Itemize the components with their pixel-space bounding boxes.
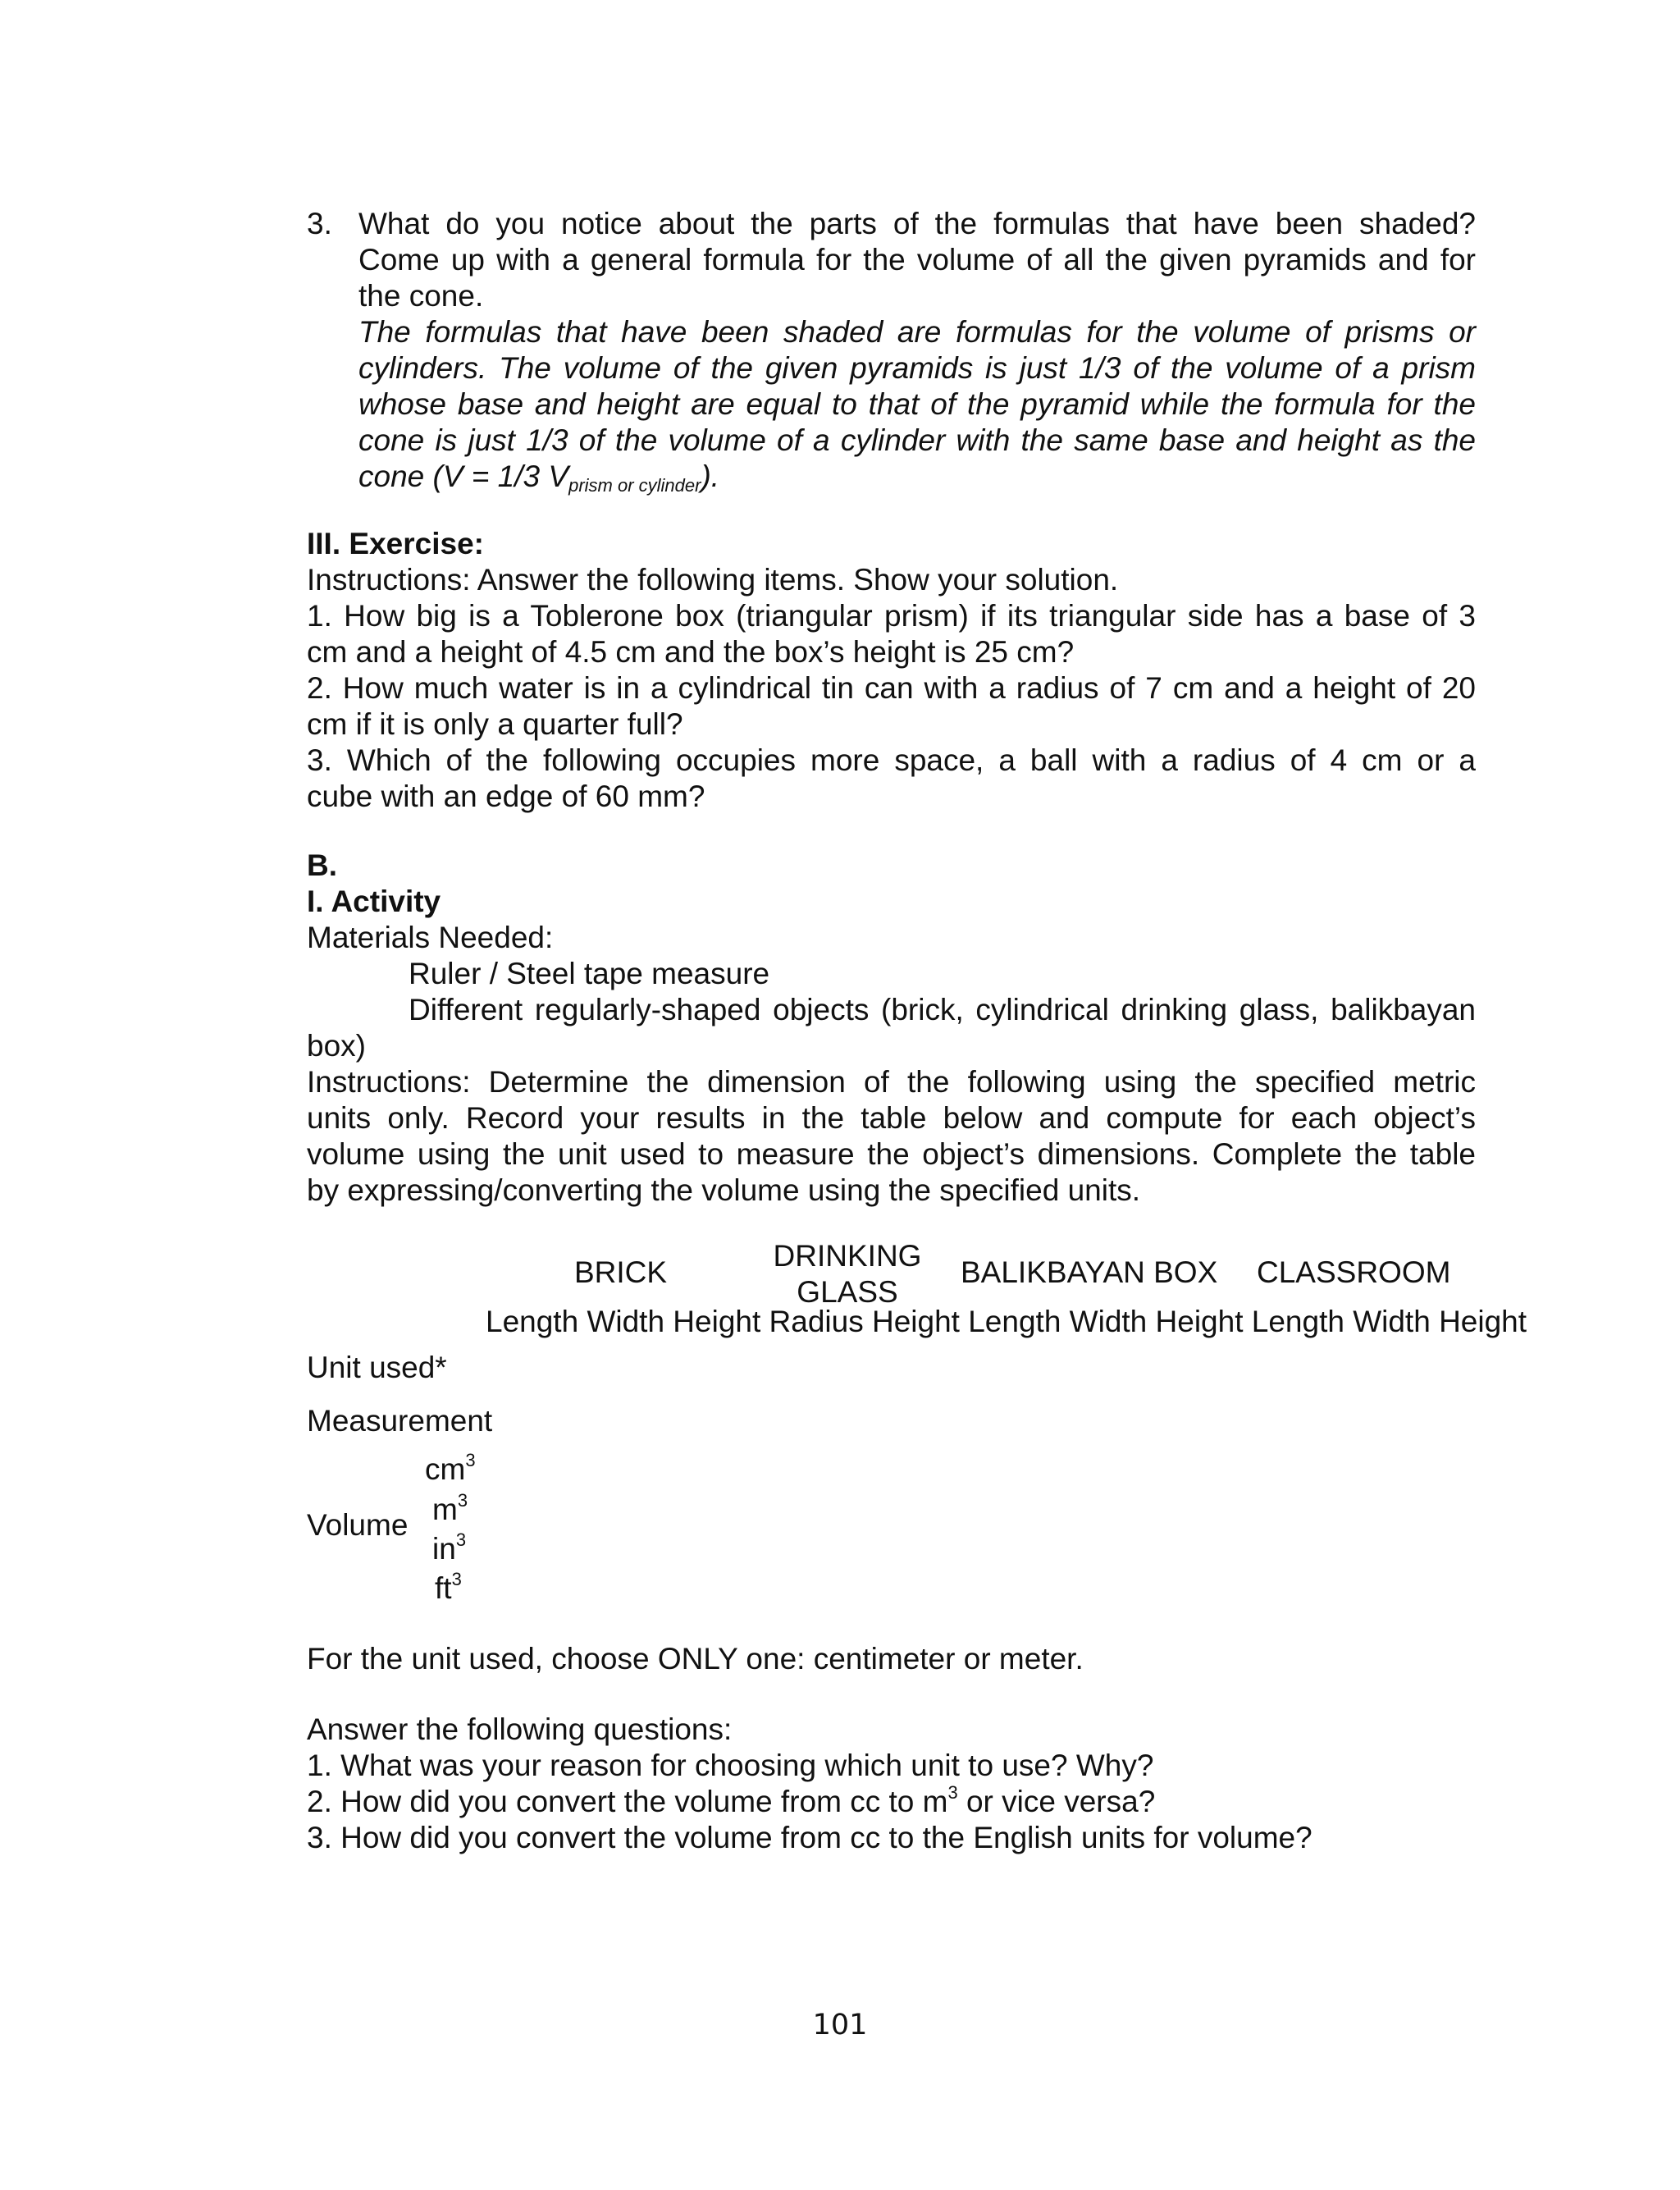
- unit-cm3: [425, 1452, 476, 1488]
- question-item-3: 3. How did you convert the volume from cc to the English units for volume?: [307, 1821, 1312, 1854]
- question-3-line: the cone.: [358, 279, 484, 313]
- header-drinking-glass-line: GLASS: [797, 1275, 898, 1309]
- exercise-item-3: 3. Which of the following occupies more space, a ball with a radius of 4 cm or a: [307, 743, 1476, 777]
- unit-ft3: [435, 1570, 462, 1607]
- unit-footnote: For the unit used, choose ONLY one: centimeter or meter.: [307, 1642, 1084, 1676]
- header-classroom: CLASSROOM: [1257, 1255, 1451, 1289]
- unit-base: cm: [425, 1452, 466, 1486]
- exercise-item-1-cont: cm and a height of 4.5 cm and the box’s height is 25 cm?: [307, 635, 1075, 669]
- material-1: Ruler / Steel tape measure: [409, 957, 770, 990]
- unit-exponent: 3: [457, 1490, 468, 1511]
- question-2-text: 2. How did you convert the volume from cc to m: [307, 1785, 948, 1818]
- section-b-label: B.: [307, 848, 337, 882]
- exercise-item-2: 2. How much water is in a cylindrical tin can with a radius of 7 cm and a height of 20: [307, 671, 1476, 705]
- questions-heading: Answer the following questions:: [307, 1712, 733, 1746]
- row-measurement: Measurement: [307, 1404, 493, 1438]
- activity-instructions-line: units only. Record your results in the table below and compute for each object’s: [307, 1101, 1476, 1135]
- section-b: [307, 848, 1476, 1209]
- material-2-cont: box): [307, 1029, 366, 1063]
- header-dimensions: Length Width Height Radius Height Length Width Height Length Width Height: [486, 1305, 1527, 1338]
- question-item-2: [307, 1784, 1476, 1820]
- question-2-exponent: 3: [947, 1782, 958, 1803]
- page-number: 101: [812, 2009, 868, 2041]
- unit-base: ft: [435, 1571, 452, 1605]
- activity-instructions-line: volume using the unit used to measure the object’s dimensions. Complete the table: [307, 1137, 1476, 1171]
- activity-instructions-line: Instructions: Determine the dimension of the following using the specified metric: [307, 1065, 1476, 1099]
- unit-base: m: [432, 1493, 458, 1526]
- question-3-answer-line: cylinders. The volume of the given pyramids is just 1/3 of the volume of a prism: [358, 351, 1476, 385]
- question-3-text: [358, 206, 1476, 495]
- question-3-answer-line: whose base and height are equal to that of the pyramid while the formula for the: [358, 387, 1476, 421]
- materials-heading: Materials Needed:: [307, 921, 554, 954]
- question-2-suffix: or vice versa?: [957, 1785, 1156, 1818]
- question-3-line: Come up with a general formula for the volume of all the given pyramids and for: [358, 243, 1476, 277]
- exercise-item-2-cont: cm if it is only a quarter full?: [307, 707, 683, 741]
- header-balikbayan-box: BALIKBAYAN BOX: [961, 1255, 1218, 1289]
- question-3-number: 3.: [307, 207, 332, 240]
- formula-prefix: cone (V = 1/3 V: [358, 459, 569, 493]
- exercise-heading: III. Exercise:: [307, 527, 484, 560]
- formula-suffix: ).: [701, 459, 720, 493]
- unit-exponent: 3: [465, 1450, 476, 1470]
- unit-in3: [432, 1531, 466, 1567]
- questions-section: [307, 1712, 1476, 1856]
- unit-exponent: 3: [455, 1529, 467, 1550]
- activity-instructions-line: by expressing/converting the volume using the specified units.: [307, 1173, 1141, 1207]
- header-drinking-glass: [761, 1238, 934, 1310]
- activity-heading: I. Activity: [307, 885, 441, 918]
- row-volume: Volume: [307, 1508, 409, 1542]
- formula-subscript: prism or cylinder: [568, 475, 701, 496]
- question-3-answer-line: The formulas that have been shaded are formulas for the volume of prisms or: [358, 315, 1476, 349]
- exercise-instructions: Instructions: Answer the following items. Show your solution.: [307, 563, 1119, 597]
- material-2: Different regularly-shaped objects (brick, cylindrical drinking glass, balikbayan: [409, 993, 1476, 1026]
- question-3-line: What do you notice about the parts of the formulas that have been shaded?: [358, 207, 1476, 240]
- header-drinking-glass-line: DRINKING: [773, 1239, 922, 1273]
- header-brick: BRICK: [574, 1255, 668, 1289]
- unit-exponent: 3: [451, 1569, 462, 1589]
- question-item-1: 1. What was your reason for choosing which unit to use? Why?: [307, 1749, 1154, 1782]
- question-3-answer-formula: [358, 459, 1476, 495]
- exercise-item-3-cont: cube with an edge of 60 mm?: [307, 780, 705, 813]
- row-unit-used: Unit used*: [307, 1351, 447, 1384]
- unit-base: in: [432, 1532, 456, 1566]
- question-3-answer-line: cone is just 1/3 of the volume of a cylinder with the same base and height as the: [358, 423, 1476, 457]
- unit-m3: [432, 1492, 468, 1528]
- exercise-item-1: 1. How big is a Toblerone box (triangular prism) if its triangular side has a base of 3: [307, 599, 1476, 633]
- exercise-section: [307, 526, 1476, 815]
